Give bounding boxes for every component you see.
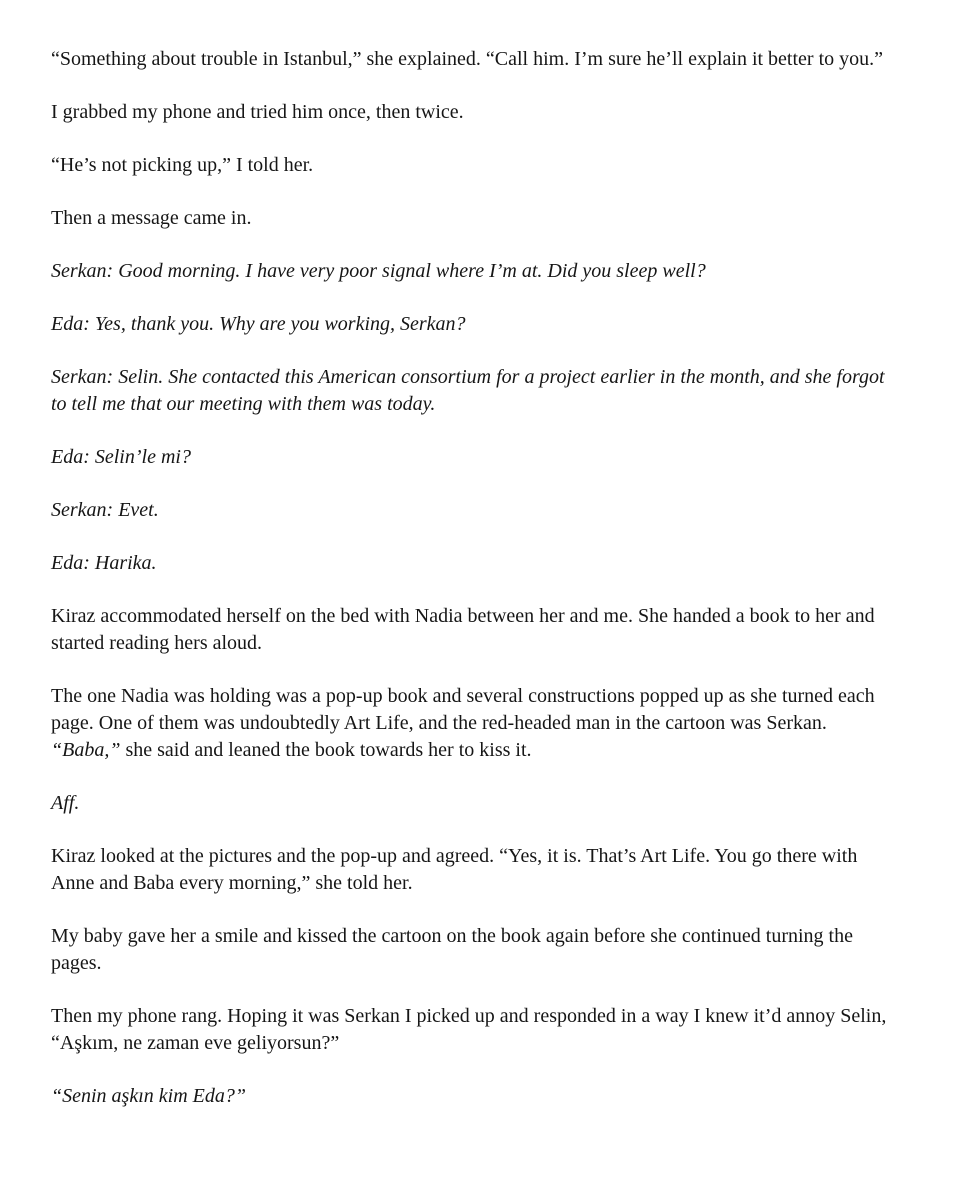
- paragraph-3: “He’s not picking up,” I told her.: [51, 154, 314, 176]
- message-serkan-3: Serkan: Evet.: [51, 499, 159, 521]
- paragraph-kiraz-looked: Kiraz looked at the pictures and the pop-up and agreed. “Yes, it is. That’s Art Life. You go there with Anne and Baba every morning,” she told her.: [51, 845, 858, 894]
- paragraph-phone-rang: Then my phone rang. Hoping it was Serkan I picked up and responded in a way I knew it’d annoy Selin, “Aşkım, ne zaman eve geliyorsun?”: [51, 1005, 887, 1054]
- paragraph-aff: Aff.: [51, 792, 80, 814]
- message-eda-1: Eda: Yes, thank you. Why are you working, Serkan?: [51, 313, 466, 335]
- paragraph-popup-book: [51, 683, 890, 764]
- popup-text-after: she said and leaned the book towards her to kiss it.: [120, 739, 532, 761]
- paragraph-1: “Something about trouble in Istanbul,” she explained. “Call him. I’m sure he’ll explain it better to you.”: [51, 48, 884, 70]
- message-serkan-1: Serkan: Good morning. I have very poor signal where I’m at. Did you sleep well?: [51, 260, 706, 282]
- popup-text-baba: “Baba,”: [51, 739, 121, 761]
- paragraph-baby-smile: My baby gave her a smile and kissed the cartoon on the book again before she continued turning the pages.: [51, 925, 853, 974]
- message-eda-2: Eda: Selin’le mi?: [51, 446, 191, 468]
- paragraph-2: I grabbed my phone and tried him once, then twice.: [51, 101, 464, 123]
- message-eda-3: Eda: Harika.: [51, 552, 157, 574]
- popup-text-before: The one Nadia was holding was a pop-up book and several constructions popped up as she turned each page. One of them was undoubtedly Art Life, and the red-headed man in the cartoon was Serkan.: [51, 685, 875, 734]
- paragraph-kiraz-bed: Kiraz accommodated herself on the bed with Nadia between her and me. She handed a book to her and started reading hers aloud.: [51, 605, 875, 654]
- message-serkan-2: Serkan: Selin. She contacted this American consortium for a project earlier in the month, and she forgot to tell me that our meeting with them was today.: [51, 366, 885, 415]
- paragraph-senin-askin: “Senin aşkın kim Eda?”: [51, 1085, 246, 1107]
- paragraph-4: Then a message came in.: [51, 207, 252, 229]
